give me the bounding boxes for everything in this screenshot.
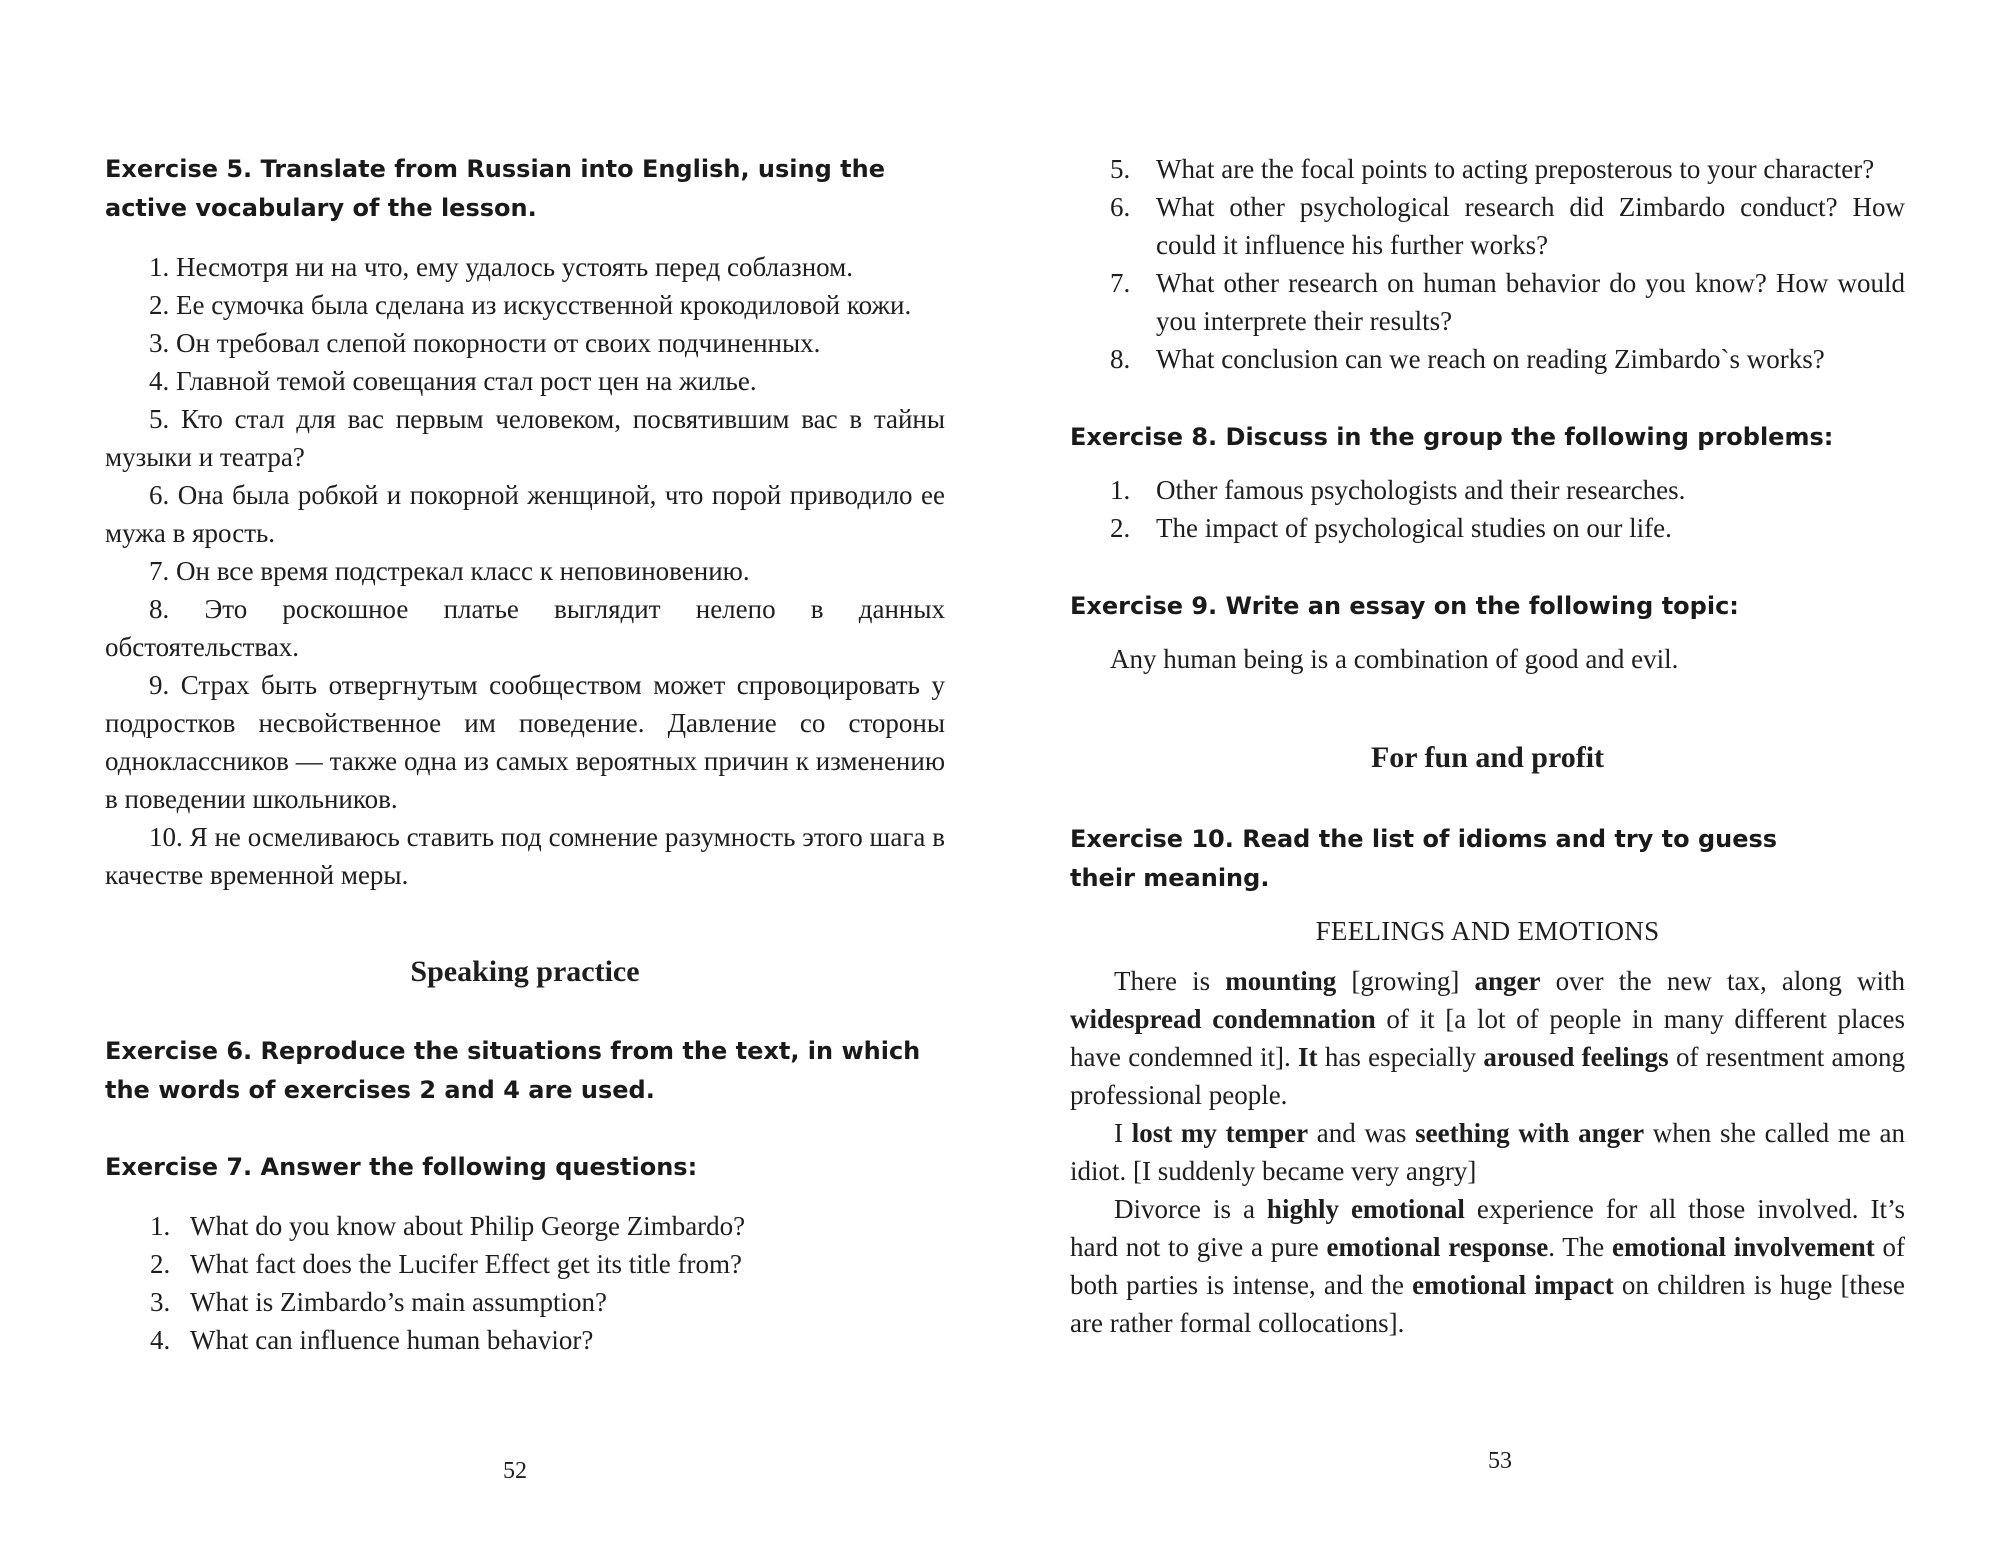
list-item: 7. Он все время подстрекал класс к неповиновению. — [149, 556, 750, 586]
idiom-text: mounting — [1225, 966, 1337, 996]
item-text: What other research on human behavior do you know? How would you interprete their results? — [1156, 268, 1905, 336]
text-run: has especially — [1317, 1042, 1484, 1072]
exercise-8-list — [1070, 471, 1905, 547]
paragraph-temper — [1070, 1114, 1905, 1190]
item-number: 6. — [1110, 192, 1131, 222]
idiom-text: lost my temper — [1131, 1118, 1309, 1148]
item-text: What can influence human behavior? — [190, 1325, 594, 1355]
item-number: 8. — [1110, 344, 1131, 374]
idiom-text: aroused feelings — [1483, 1042, 1669, 1072]
text-run: of resentment among professional people. — [1070, 1042, 1905, 1110]
idiom-text: emotional impact — [1412, 1270, 1614, 1300]
item-number: 2. — [1110, 513, 1131, 543]
text-run: when she called me an idiot. [I suddenly became very angry] — [1070, 1118, 1905, 1186]
idiom-text: seething with anger — [1415, 1118, 1645, 1148]
list-item: 3. Он требовал слепой покорности от своих подчиненных. — [149, 328, 821, 358]
exercise-9-heading: Exercise 9. Write an essay on the following topic: — [1070, 592, 1739, 620]
list-item: 9. Страх быть отвергнутым сообществом может спровоцировать у подростков несвойственное им поведение. Давление со стороны одноклассников — также одна из самых вероятных причин к изменению в поведении школьников. — [105, 670, 945, 814]
right-page — [1000, 0, 2000, 1546]
exercise-6-heading: Exercise 6. Reproduce the situations from the text, in which the words of exercises 2 and 4 are used. — [105, 1037, 921, 1104]
item-number: 2. — [150, 1249, 171, 1279]
list-item — [150, 1245, 945, 1283]
item-number: 3. — [150, 1287, 171, 1317]
list-item: 8. Это роскошное платье выглядит нелепо в данных обстоятельствах. — [105, 594, 945, 662]
paragraph-anger — [1070, 962, 1905, 1114]
list-item — [1110, 340, 1905, 378]
text-run: on children is huge [these are rather formal collocations]. — [1070, 1270, 1905, 1338]
idiom-text: emotional involvement — [1612, 1232, 1875, 1262]
item-number: 5. — [1110, 154, 1131, 184]
exercise-10-heading: Exercise 10. Read the list of idioms and try to guess their meaning. — [1070, 825, 1778, 892]
text-run: [growing] — [1336, 966, 1475, 996]
item-text: What is Zimbardo’s main assumption? — [190, 1287, 607, 1317]
text-run: . The — [1548, 1232, 1612, 1262]
list-item — [1110, 264, 1905, 340]
text-run: and was — [1308, 1118, 1416, 1148]
text-run: Divorce is a — [1114, 1194, 1267, 1224]
page-number-left: 52 — [503, 1458, 527, 1484]
item-text: Other famous psychologists and their researches. — [1156, 475, 1686, 505]
text-run: of it [a lot of people in many different places have condemned it]. — [1070, 1004, 1905, 1072]
text-run: I — [1114, 1118, 1132, 1148]
item-number: 1. — [1110, 475, 1131, 505]
list-item — [1110, 509, 1905, 547]
essay-topic: Any human being is a combination of good and evil. — [1110, 644, 1679, 674]
list-item: 4. Главной темой совещания стал рост цен на жилье. — [149, 366, 757, 396]
item-number: 1. — [150, 1211, 171, 1241]
exercise-7-list — [105, 1207, 945, 1359]
list-item — [1110, 471, 1905, 509]
list-item — [1110, 188, 1905, 264]
idiom-text: emotional response — [1326, 1232, 1549, 1262]
idiom-text: anger — [1474, 966, 1541, 996]
idiom-text: highly emotional — [1266, 1194, 1465, 1224]
idiom-text: widespread condemnation — [1070, 1004, 1376, 1034]
text-run: over the new tax, along with — [1540, 966, 1905, 996]
item-text: The impact of psychological studies on our life. — [1156, 513, 1672, 543]
idiom-text: It — [1298, 1042, 1318, 1072]
item-number: 4. — [150, 1325, 171, 1355]
list-item: 1. Несмотря ни на что, ему удалось устоять перед соблазном. — [149, 252, 853, 282]
list-item — [1110, 150, 1905, 188]
list-item: 5. Кто стал для вас первым человеком, посвятившим вас в тайны музыки и театра? — [105, 404, 945, 472]
list-item: 6. Она была робкой и покорной женщиной, что порой приводило ее мужа в ярость. — [105, 480, 945, 548]
text-run: There is — [1114, 966, 1226, 996]
for-fun-and-profit-title: For fun and profit — [1370, 741, 1605, 774]
exercise-7-continued-list — [1070, 150, 1905, 378]
list-item — [150, 1283, 945, 1321]
exercise-5-list — [105, 248, 945, 894]
page-number-right: 53 — [1488, 1448, 1512, 1474]
item-text: What fact does the Lucifer Effect get its title from? — [190, 1249, 743, 1279]
item-text: What other psychological research did Zimbardo conduct? How could it influence his further works? — [1156, 192, 1905, 260]
item-text: What are the focal points to acting preposterous to your character? — [1156, 154, 1875, 184]
exercise-8-heading: Exercise 8. Discuss in the group the following problems: — [1070, 423, 1834, 451]
speaking-practice-title: Speaking practice — [410, 955, 640, 988]
text-run: of both parties is intense, and the — [1070, 1232, 1905, 1300]
list-item: 10. Я не осмеливаюсь ставить под сомнение разумность этого шага в качестве временной меры. — [105, 822, 945, 890]
paragraph-divorce — [1070, 1190, 1905, 1342]
list-item: 2. Ее сумочка была сделана из искусственной крокодиловой кожи. — [149, 290, 912, 320]
exercise-7-heading: Exercise 7. Answer the following questions: — [105, 1153, 698, 1181]
list-item — [150, 1207, 945, 1245]
feelings-and-emotions-subheading: FEELINGS AND EMOTIONS — [1315, 916, 1660, 946]
exercise-5-heading: Exercise 5. Translate from Russian into English, using the active vocabulary of the lesson. — [105, 155, 885, 222]
item-text: What do you know about Philip George Zimbardo? — [190, 1211, 746, 1241]
item-number: 7. — [1110, 268, 1131, 298]
text-run: experience for all those involved. It’s hard not to give a pure — [1070, 1194, 1905, 1262]
list-item — [150, 1321, 945, 1359]
item-text: What conclusion can we reach on reading Zimbardo`s works? — [1156, 344, 1825, 374]
